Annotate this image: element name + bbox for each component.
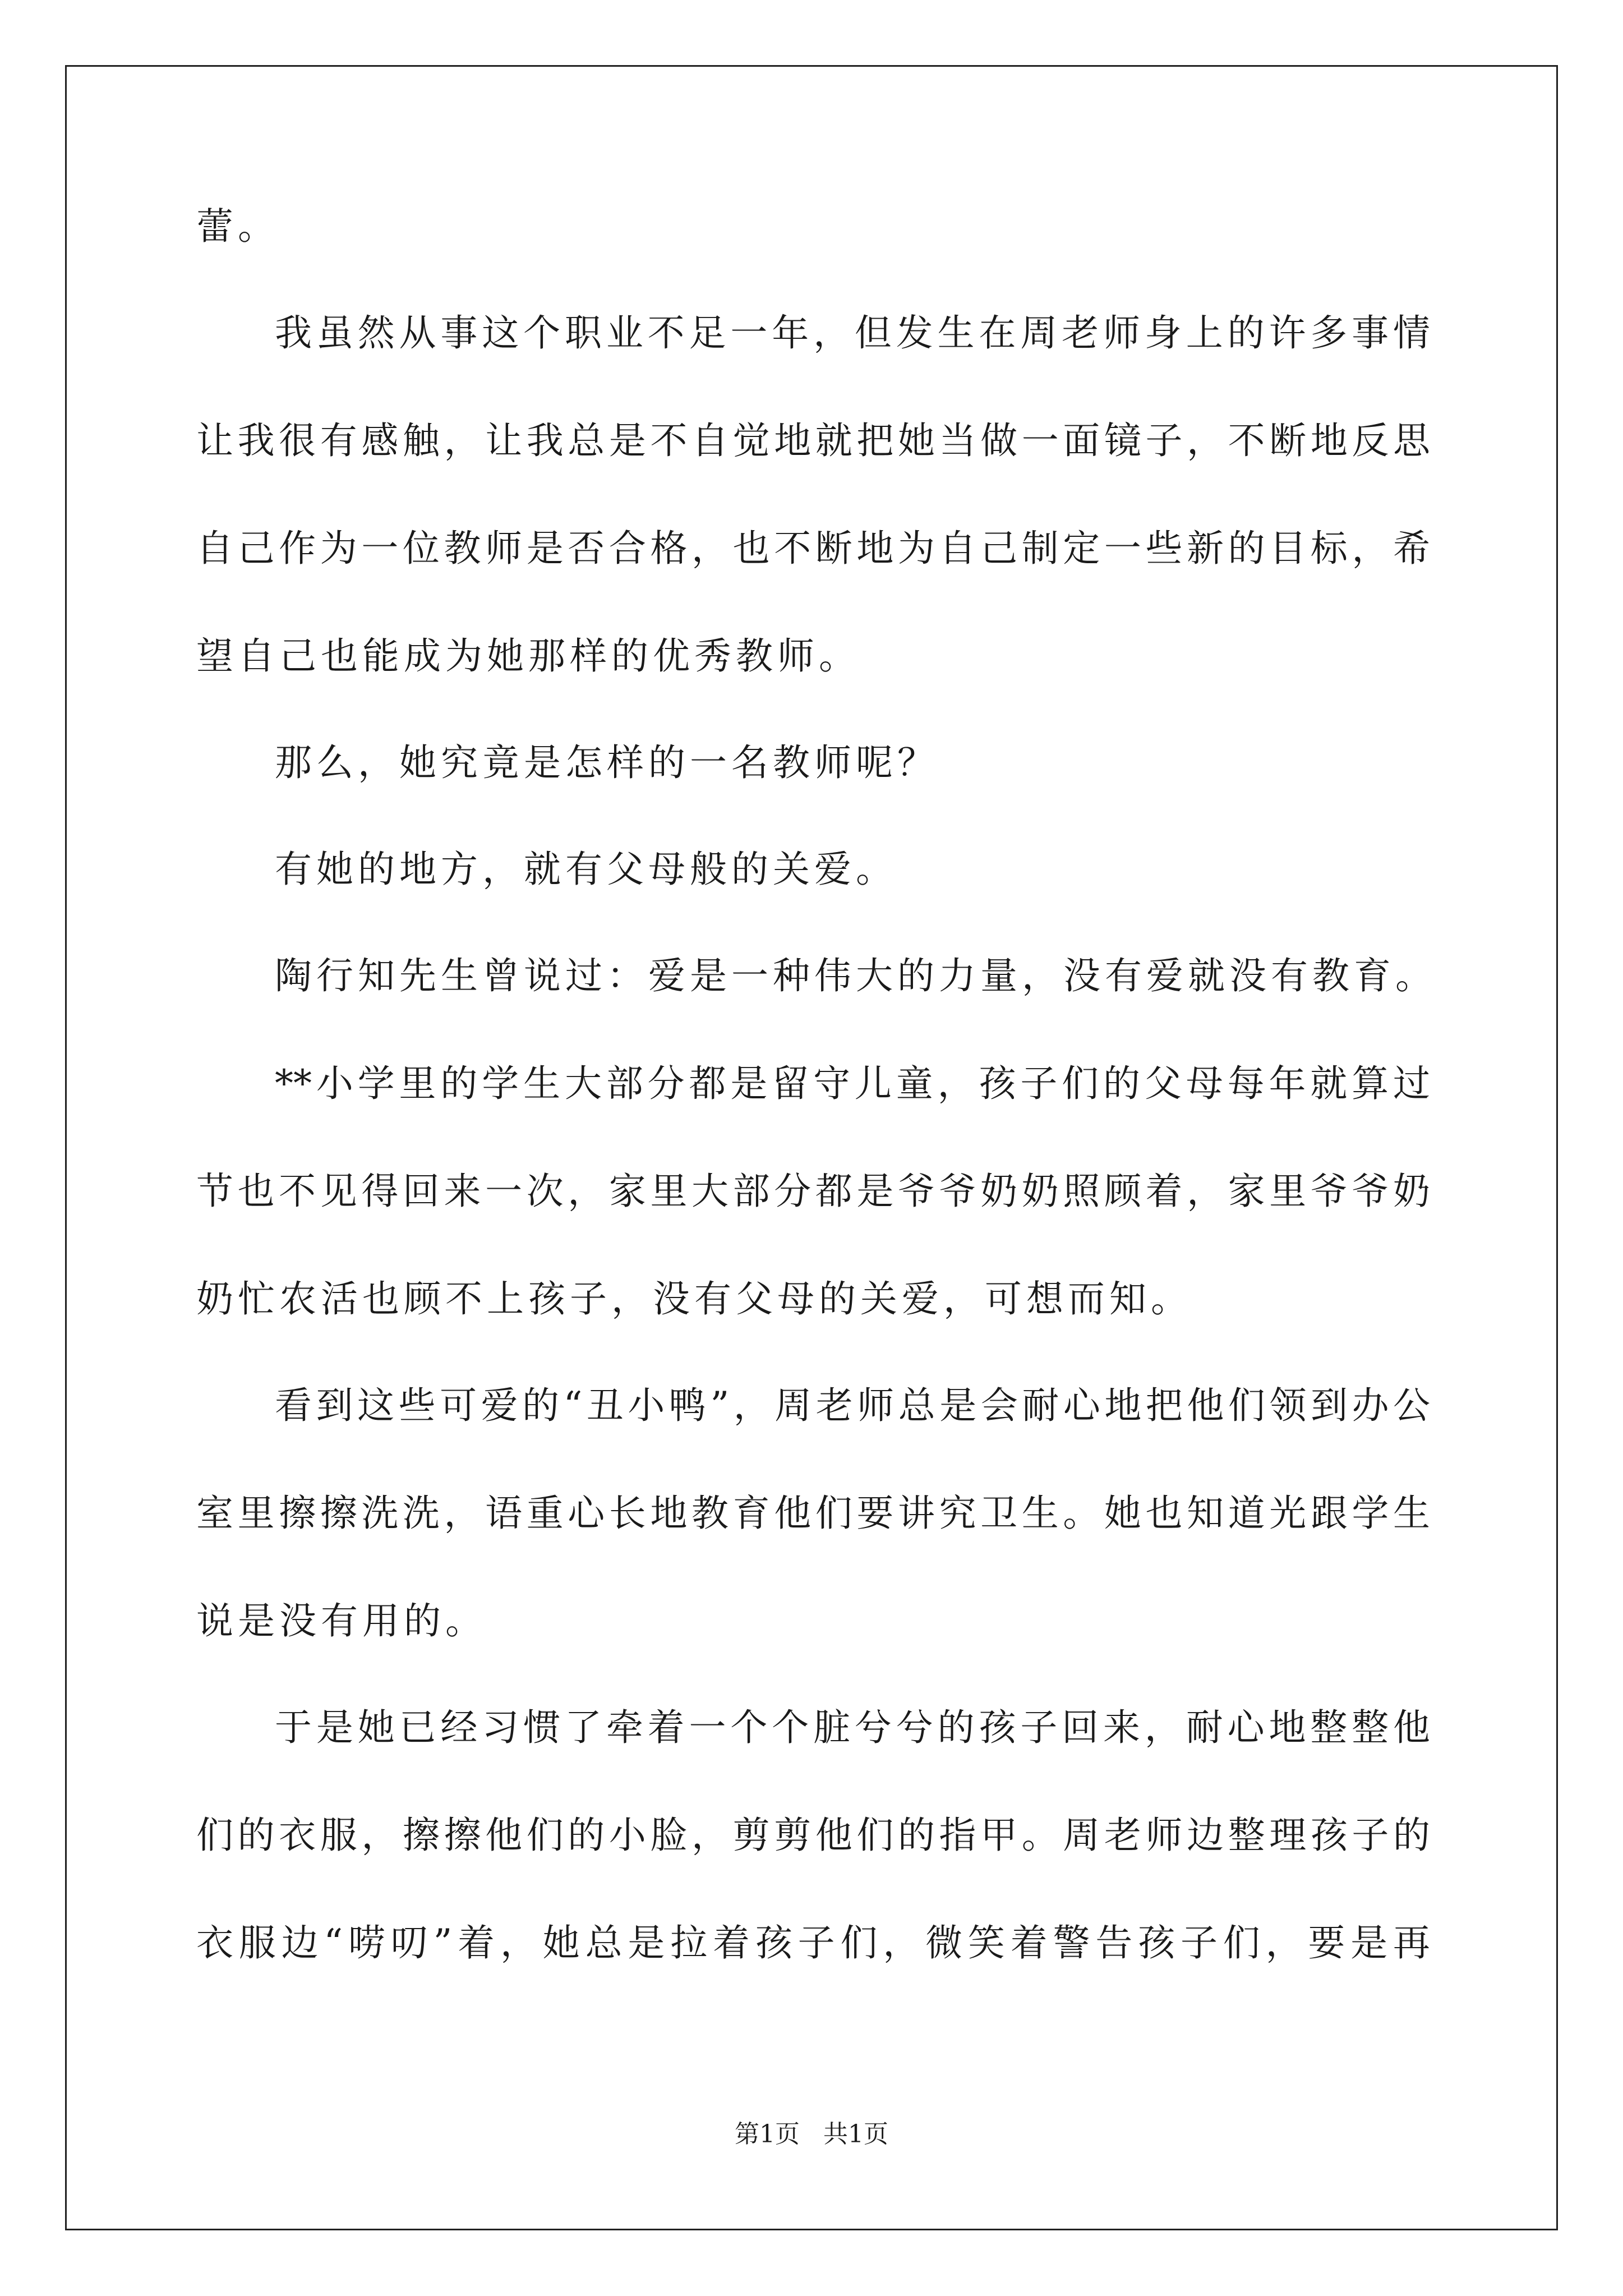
page-border xyxy=(65,65,1558,2230)
paragraph-first-line: 于是她已经习惯了牵着一个个脏兮兮的孩子回来，耐心地整整他 xyxy=(275,1706,1430,1749)
text-line: 衣服边“唠叨”着，她总是拉着孩子们，微笑着警告孩子们，要是再 xyxy=(196,1921,1430,1964)
text-line: 让我很有感触，让我总是不自觉地就把她当做一面镜子，不断地反思 xyxy=(196,419,1430,462)
text-line: 们的衣服，擦擦他们的小脸，剪剪他们的指甲。周老师边整理孩子的 xyxy=(196,1814,1430,1857)
paragraph-first-line: 那么，她究竟是怎样的一名教师呢？ xyxy=(275,741,939,784)
text-line: 自己作为一位教师是否合格，也不断地为自己制定一些新的目标，希 xyxy=(196,527,1430,570)
page-number-footer: 第1页 共1页 xyxy=(735,2120,888,2148)
text-line: 望自己也能成为她那样的优秀教师。 xyxy=(196,634,860,678)
text-line: 室里擦擦洗洗，语重心长地教育他们要讲究卫生。她也知道光跟学生 xyxy=(196,1492,1430,1535)
paragraph-first-line: 陶行知先生曾说过：爱是一种伟大的力量，没有爱就没有教育。 xyxy=(275,954,1437,997)
paragraph-first-line: 我虽然从事这个职业不足一年，但发生在周老师身上的许多事情 xyxy=(275,311,1430,355)
paragraph-first-line: 看到这些可爱的“丑小鸭”，周老师总是会耐心地把他们领到办公 xyxy=(275,1384,1430,1427)
paragraph-first-line: 有她的地方，就有父母般的关爱。 xyxy=(275,848,897,891)
text-line: 奶忙农活也顾不上孩子，没有父母的关爱，可想而知。 xyxy=(196,1277,1192,1320)
text-line: 说是没有用的。 xyxy=(196,1599,487,1642)
text-line: 节也不见得回来一次，家里大部分都是爷爷奶奶照顾着，家里爷爷奶 xyxy=(196,1170,1430,1213)
text-line: 蕾。 xyxy=(196,205,279,248)
paragraph-first-line: **小学里的学生大部分都是留守儿童，孩子们的父母每年就算过 xyxy=(275,1062,1430,1105)
